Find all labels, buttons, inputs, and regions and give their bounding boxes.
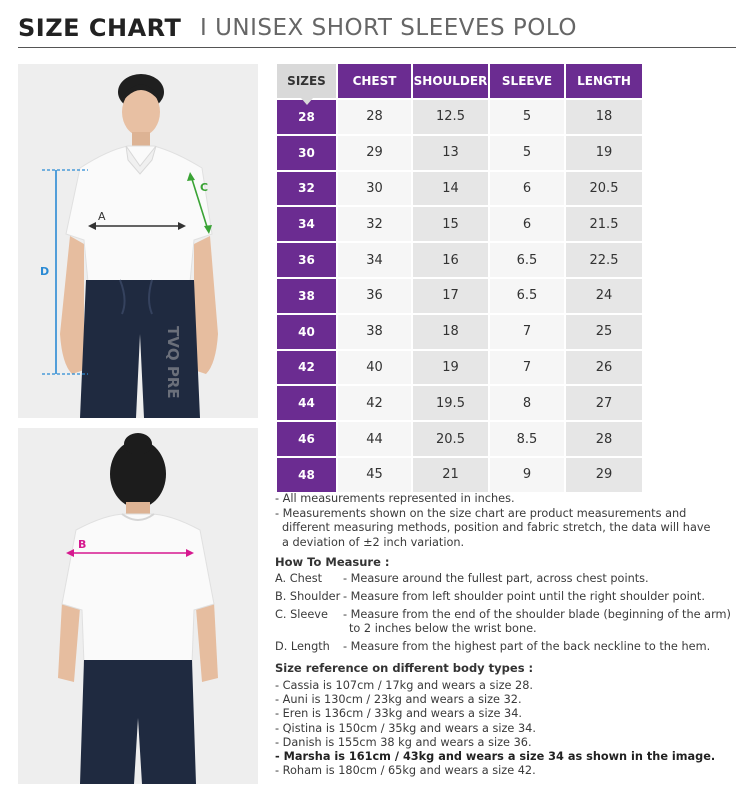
- pants-print: TVQ PRE: [164, 326, 182, 399]
- header-sleeve: SLEEVE: [490, 64, 564, 98]
- page-subtitle: I UNISEX SHORT SLEEVES POLO: [200, 15, 578, 41]
- list-item: - Cassia is 107cm / 17kg and wears a size 28.: [275, 679, 534, 692]
- table-row: [277, 100, 642, 134]
- measure-chest-text: - Measure around the fullest part, across chest points.: [343, 572, 649, 585]
- measure-length-text: - Measure from the highest part of the back neckline to the hem.: [343, 640, 711, 653]
- length-cell: 26: [566, 351, 642, 385]
- table-row: [277, 279, 642, 313]
- length-cell: 25: [566, 315, 642, 349]
- measure-shoulder-label: B. Shoulder: [275, 590, 341, 603]
- shoulder-cell: 15: [413, 207, 488, 241]
- table-row: [277, 458, 642, 492]
- table-row: [277, 422, 642, 456]
- chest-cell: 32: [338, 207, 411, 241]
- label-b: B: [78, 538, 87, 551]
- table-row: [277, 315, 642, 349]
- shoulder-cell: 21: [413, 458, 488, 492]
- sleeve-cell: 6: [490, 172, 564, 206]
- sleeve-cell: 9: [490, 458, 564, 492]
- shoulder-cell: 18: [413, 315, 488, 349]
- measure-sleeve-text: - Measure from the end of the shoulder blade (beginning of the arm): [343, 608, 731, 621]
- note-deviation: a deviation of ±2 inch variation.: [282, 535, 465, 549]
- shoulder-cell: 12.5: [413, 100, 488, 134]
- length-cell: 20.5: [566, 172, 642, 206]
- measure-sleeve-cont: to 2 inches below the wrist bone.: [349, 622, 537, 635]
- chest-cell: 45: [338, 458, 411, 492]
- header-length: LENGTH: [566, 64, 642, 98]
- size-cell: 38: [277, 279, 336, 313]
- size-cell: 46: [277, 422, 336, 456]
- measure-length-row: [275, 640, 710, 655]
- sleeve-cell: 6.5: [490, 279, 564, 313]
- length-cell: 18: [566, 100, 642, 134]
- shoulder-cell: 20.5: [413, 422, 488, 456]
- table-header-row: [277, 64, 642, 98]
- list-item-highlighted: - Marsha is 161cm / 43kg and wears a size 34 as shown in the image.: [275, 750, 716, 764]
- back-view-photo: [18, 428, 258, 784]
- list-item: - Qistina is 150cm / 35kg and wears a size 34.: [275, 721, 536, 735]
- table-row: [277, 351, 642, 385]
- chest-cell: 30: [338, 172, 411, 206]
- chest-cell: 38: [338, 315, 411, 349]
- note-product-measurements-cont: different measuring methods, position and fabric stretch, the data will have: [282, 521, 711, 534]
- page-header: [18, 14, 736, 48]
- label-c: C: [200, 181, 209, 194]
- label-a: A: [98, 210, 106, 223]
- size-cell: 40: [277, 315, 336, 349]
- table-row: [277, 207, 642, 241]
- table-row: [277, 172, 642, 206]
- list-item: - Eren is 136cm / 33kg and wears a size 34.: [275, 707, 523, 721]
- chest-cell: 42: [338, 386, 411, 420]
- front-view-photo: [18, 64, 258, 418]
- sleeve-cell: 8.5: [490, 422, 564, 456]
- list-item: - Roham is 180cm / 65kg and wears a size 42.: [275, 764, 536, 778]
- size-reference-list: [275, 679, 715, 778]
- size-cell: 48: [277, 458, 336, 492]
- measure-chest-row: [275, 572, 649, 587]
- chest-cell: 34: [338, 243, 411, 277]
- length-cell: 19: [566, 136, 642, 170]
- chest-cell: 29: [338, 136, 411, 170]
- how-to-measure-title: How To Measure :: [275, 555, 390, 569]
- measure-shoulder-text: - Measure from left shoulder point until the right shoulder point.: [343, 590, 705, 603]
- table-row: [277, 136, 642, 170]
- size-reference-title: Size reference on different body types :: [275, 661, 534, 675]
- sleeve-cell: 5: [490, 136, 564, 170]
- length-cell: 29: [566, 458, 642, 492]
- length-cell: 24: [566, 279, 642, 313]
- size-cell: 36: [277, 243, 336, 277]
- size-cell: 44: [277, 386, 336, 420]
- chest-cell: 36: [338, 279, 411, 313]
- table-row: [277, 386, 642, 420]
- measure-sleeve-label: C. Sleeve: [275, 608, 328, 621]
- back-view-illustration: [18, 428, 258, 784]
- shoulder-cell: 19.5: [413, 386, 488, 420]
- size-cell: 30: [277, 136, 336, 170]
- chest-cell: 40: [338, 351, 411, 385]
- chest-cell: 44: [338, 422, 411, 456]
- measurement-notes: [275, 492, 740, 550]
- measure-chest-label: A. Chest: [275, 572, 323, 585]
- length-cell: 21.5: [566, 207, 642, 241]
- size-chart-table: [275, 62, 644, 494]
- front-view-illustration: [18, 64, 258, 418]
- shoulder-cell: 16: [413, 243, 488, 277]
- shoulder-cell: 17: [413, 279, 488, 313]
- table-row: [277, 243, 642, 277]
- size-cell: 28: [277, 100, 336, 134]
- list-item: - Danish is 155cm 38 kg and wears a size 36.: [275, 735, 532, 749]
- sleeve-cell: 5: [490, 100, 564, 134]
- sleeve-cell: 6.5: [490, 243, 564, 277]
- header-chest: CHEST: [338, 64, 411, 98]
- measure-sleeve-row: [275, 608, 731, 623]
- page-title: SIZE CHART: [18, 14, 182, 42]
- shoulder-cell: 19: [413, 351, 488, 385]
- header-sizes: SIZES: [277, 64, 336, 98]
- sleeve-cell: 7: [490, 315, 564, 349]
- header-shoulder: SHOULDER: [413, 64, 488, 98]
- size-cell: 34: [277, 207, 336, 241]
- size-cell: 42: [277, 351, 336, 385]
- length-cell: 22.5: [566, 243, 642, 277]
- length-cell: 27: [566, 386, 642, 420]
- length-cell: 28: [566, 422, 642, 456]
- list-item: - Auni is 130cm / 23kg and wears a size 32.: [275, 693, 522, 707]
- label-d: D: [40, 265, 50, 278]
- measure-length-label: D. Length: [275, 640, 330, 653]
- note-product-measurements: - Measurements shown on the size chart are product measurements and: [275, 506, 687, 520]
- sleeve-cell: 7: [490, 351, 564, 385]
- measure-shoulder-row: [275, 590, 705, 605]
- chest-cell: 28: [338, 100, 411, 134]
- sleeve-cell: 6: [490, 207, 564, 241]
- shoulder-cell: 13: [413, 136, 488, 170]
- size-cell: 32: [277, 172, 336, 206]
- sleeve-cell: 8: [490, 386, 564, 420]
- shoulder-cell: 14: [413, 172, 488, 206]
- note-inches: - All measurements represented in inches.: [275, 492, 515, 505]
